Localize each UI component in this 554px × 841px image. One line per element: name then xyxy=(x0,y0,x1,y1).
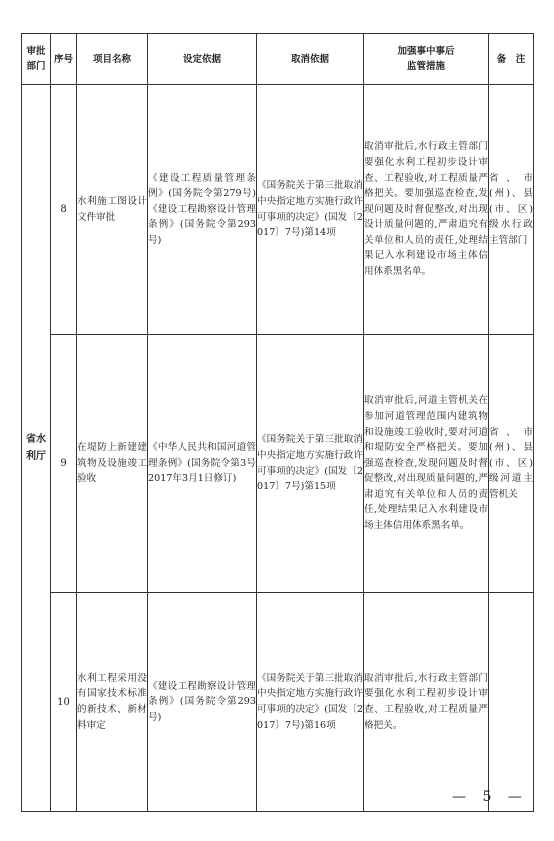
row-measures: 取消审批后,河道主管机关在参加河道管理范围内建筑物和设施竣工验收时,要对河道和堤防安全严格把关。要加强巡查检查,发现问题及时督促整改,对出现质量问题的,严肃追究有关单位和人员的责任,处理结果记入水利建设市场主体信用体系黑名单。 xyxy=(364,335,489,593)
header-cancel-basis: 取消依据 xyxy=(257,34,364,85)
table-row xyxy=(22,335,534,593)
row-remarks: 省、市(州)、县(市、区)级水行政主管部门 xyxy=(489,85,534,335)
row-basis: 《中华人民共和国河道管理条例》(国务院令第3号 2017年3月1日修订) xyxy=(148,335,257,593)
row-cancel-basis: 《国务院关于第三批取消中央指定地方实施行政许可事项的决定》(国发〔2017〕7号)第16项 xyxy=(257,593,364,812)
row-name: 水利工程采用没有国家技术标准的新技术、新材料审定 xyxy=(77,593,148,812)
header-seq: 序号 xyxy=(51,34,77,85)
row-cancel-basis: 《国务院关于第三批取消中央指定地方实施行政许可事项的决定》(国发〔2017〕7号)第15项 xyxy=(257,335,364,593)
header-measures xyxy=(364,34,489,85)
department-line2: 利厅 xyxy=(26,451,46,462)
table-row xyxy=(22,85,534,335)
row-name: 在堤防上新建建筑物及设施竣工验收 xyxy=(77,335,148,593)
header-measures-line1: 加强事中事后 xyxy=(397,46,455,57)
page-number: — 5 — xyxy=(452,789,528,805)
row-remarks xyxy=(489,593,534,812)
row-seq: 10 xyxy=(51,593,77,812)
row-measures: 取消审批后,水行政主管部门要强化水利工程初步设计审查、工程验收,对工程质量严格把关。要加强巡查检查,发现问题及时督促整改,对出现设计质量问题的,严肃追究有关单位和人员的责任,处理结果记入水利建设市场主体信用体系黑名单。 xyxy=(364,85,489,335)
row-basis: 《建设工程勘察设计管理条例》(国务院令第293号) xyxy=(148,593,257,812)
row-seq: 9 xyxy=(51,335,77,593)
header-remarks: 备 注 xyxy=(489,34,534,85)
row-remarks: 省、市(州)、县(市、区)级河道主管机关 xyxy=(489,335,534,593)
row-name: 水利施工图设计文件审批 xyxy=(77,85,148,335)
row-measures: 取消审批后,水行政主管部门要强化水利工程初步设计审查、工程验收,对工程质量严格把关。 xyxy=(364,593,489,812)
table-header-row xyxy=(22,34,534,85)
department-line1: 省水 xyxy=(26,434,46,445)
header-measures-line2: 监管措施 xyxy=(406,61,445,72)
header-basis: 设定依据 xyxy=(148,34,257,85)
row-seq: 8 xyxy=(51,85,77,335)
header-department-line2: 部门 xyxy=(26,61,46,72)
row-cancel-basis: 《国务院关于第三批取消中央指定地方实施行政许可事项的决定》(国发〔2017〕7号)第14项 xyxy=(257,85,364,335)
header-department xyxy=(22,34,51,85)
department-cell xyxy=(22,85,51,812)
header-name: 项目名称 xyxy=(77,34,148,85)
row-basis: 《建设工程质量管理条例》(国务院令第279号)《建设工程勘察设计管理条例》(国务院令第293号) xyxy=(148,85,257,335)
approval-items-table xyxy=(21,33,534,812)
table-row xyxy=(22,593,534,812)
header-department-line1: 审批 xyxy=(26,46,46,57)
